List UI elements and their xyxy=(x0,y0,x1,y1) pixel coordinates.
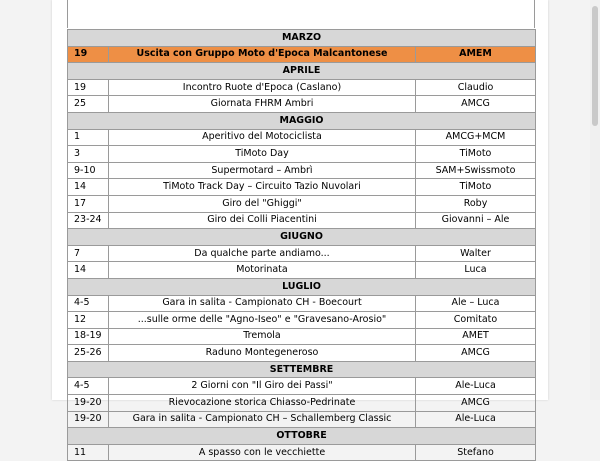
event-organizer: Stefano xyxy=(416,444,536,461)
event-date: 14 xyxy=(68,262,109,279)
event-row xyxy=(68,179,536,196)
month-header-row xyxy=(68,229,536,246)
event-organizer: Walter xyxy=(416,245,536,262)
event-row xyxy=(68,245,536,262)
event-date: 19-20 xyxy=(68,395,109,412)
event-organizer: TiMoto xyxy=(416,146,536,163)
month-header-row xyxy=(68,112,536,129)
event-organizer: AMEM xyxy=(416,46,536,63)
event-name: Da qualche parte andiamo... xyxy=(109,245,416,262)
event-date: 9-10 xyxy=(68,162,109,179)
event-date: 25-26 xyxy=(68,345,109,362)
month-label: MARZO xyxy=(68,30,536,47)
event-organizer: AMCG xyxy=(416,96,536,113)
event-name: Giro dei Colli Piacentini xyxy=(109,212,416,229)
event-name: Incontro Ruote d'Epoca (Caslano) xyxy=(109,79,416,96)
event-organizer: Ale-Luca xyxy=(416,378,536,395)
month-label: GIUGNO xyxy=(68,229,536,246)
event-name: Uscita con Gruppo Moto d'Epoca Malcantonese xyxy=(109,46,416,63)
event-date: 17 xyxy=(68,195,109,212)
event-date: 4-5 xyxy=(68,295,109,312)
event-date: 25 xyxy=(68,96,109,113)
event-name: Aperitivo del Motociclista xyxy=(109,129,416,146)
event-date: 18-19 xyxy=(68,328,109,345)
event-organizer: Giovanni – Ale xyxy=(416,212,536,229)
month-label: OTTOBRE xyxy=(68,428,536,445)
event-date: 11 xyxy=(68,444,109,461)
event-row xyxy=(68,444,536,461)
event-name: Rievocazione storica Chiasso-Pedrinate xyxy=(109,395,416,412)
page-header-box xyxy=(67,0,535,28)
month-header-row xyxy=(68,63,536,80)
event-name: 2 Giorni con "Il Giro dei Passi" xyxy=(109,378,416,395)
event-date: 14 xyxy=(68,179,109,196)
event-name: Gara in salita - Campionato CH – Schallemberg Classic xyxy=(109,411,416,428)
event-date: 1 xyxy=(68,129,109,146)
event-name: Raduno Montegeneroso xyxy=(109,345,416,362)
event-date: 3 xyxy=(68,146,109,163)
month-header-row xyxy=(68,278,536,295)
event-organizer: AMET xyxy=(416,328,536,345)
event-date: 23-24 xyxy=(68,212,109,229)
event-row xyxy=(68,395,536,412)
event-organizer: AMCG xyxy=(416,395,536,412)
month-label: MAGGIO xyxy=(68,112,536,129)
event-organizer: Ale-Luca xyxy=(416,411,536,428)
month-label: APRILE xyxy=(68,63,536,80)
event-organizer: Claudio xyxy=(416,79,536,96)
event-name: A spasso con le vecchiette xyxy=(109,444,416,461)
event-name: Supermotard – Ambrì xyxy=(109,162,416,179)
event-name: Gara in salita - Campionato CH - Boecourt xyxy=(109,295,416,312)
event-date: 19 xyxy=(68,46,109,63)
event-row xyxy=(68,195,536,212)
event-row xyxy=(68,79,536,96)
highlighted-event-row xyxy=(68,46,536,63)
events-calendar-table xyxy=(67,29,536,461)
event-name: TiMoto Day xyxy=(109,146,416,163)
event-row xyxy=(68,378,536,395)
event-row xyxy=(68,129,536,146)
event-organizer: SAM+Swissmoto xyxy=(416,162,536,179)
event-name: ...sulle orme delle "Agno-Iseo" e "Gravesano-Arosio" xyxy=(109,312,416,329)
event-date: 19 xyxy=(68,79,109,96)
month-header-row xyxy=(68,30,536,47)
event-row xyxy=(68,262,536,279)
event-row xyxy=(68,295,536,312)
month-header-row xyxy=(68,361,536,378)
event-name: Giornata FHRM Ambri xyxy=(109,96,416,113)
event-date: 12 xyxy=(68,312,109,329)
month-header-row xyxy=(68,428,536,445)
event-organizer: AMCG xyxy=(416,345,536,362)
event-row xyxy=(68,312,536,329)
event-row xyxy=(68,162,536,179)
event-organizer: Roby xyxy=(416,195,536,212)
scrollbar-thumb[interactable] xyxy=(592,6,598,126)
event-row xyxy=(68,328,536,345)
month-label: SETTEMBRE xyxy=(68,361,536,378)
event-organizer: Comitato xyxy=(416,312,536,329)
document-page xyxy=(52,0,548,458)
event-name: Giro del "Ghiggi" xyxy=(109,195,416,212)
event-name: Motorinata xyxy=(109,262,416,279)
event-date: 19-20 xyxy=(68,411,109,428)
event-row xyxy=(68,212,536,229)
event-organizer: TiMoto xyxy=(416,179,536,196)
event-organizer: Ale – Luca xyxy=(416,295,536,312)
event-name: TiMoto Track Day – Circuito Tazio Nuvolari xyxy=(109,179,416,196)
event-row xyxy=(68,96,536,113)
event-name: Tremola xyxy=(109,328,416,345)
event-organizer: Luca xyxy=(416,262,536,279)
month-label: LUGLIO xyxy=(68,278,536,295)
event-row xyxy=(68,411,536,428)
event-date: 7 xyxy=(68,245,109,262)
vertical-scrollbar[interactable] xyxy=(590,0,600,400)
event-organizer: AMCG+MCM xyxy=(416,129,536,146)
event-date: 4-5 xyxy=(68,378,109,395)
event-row xyxy=(68,146,536,163)
event-row xyxy=(68,345,536,362)
